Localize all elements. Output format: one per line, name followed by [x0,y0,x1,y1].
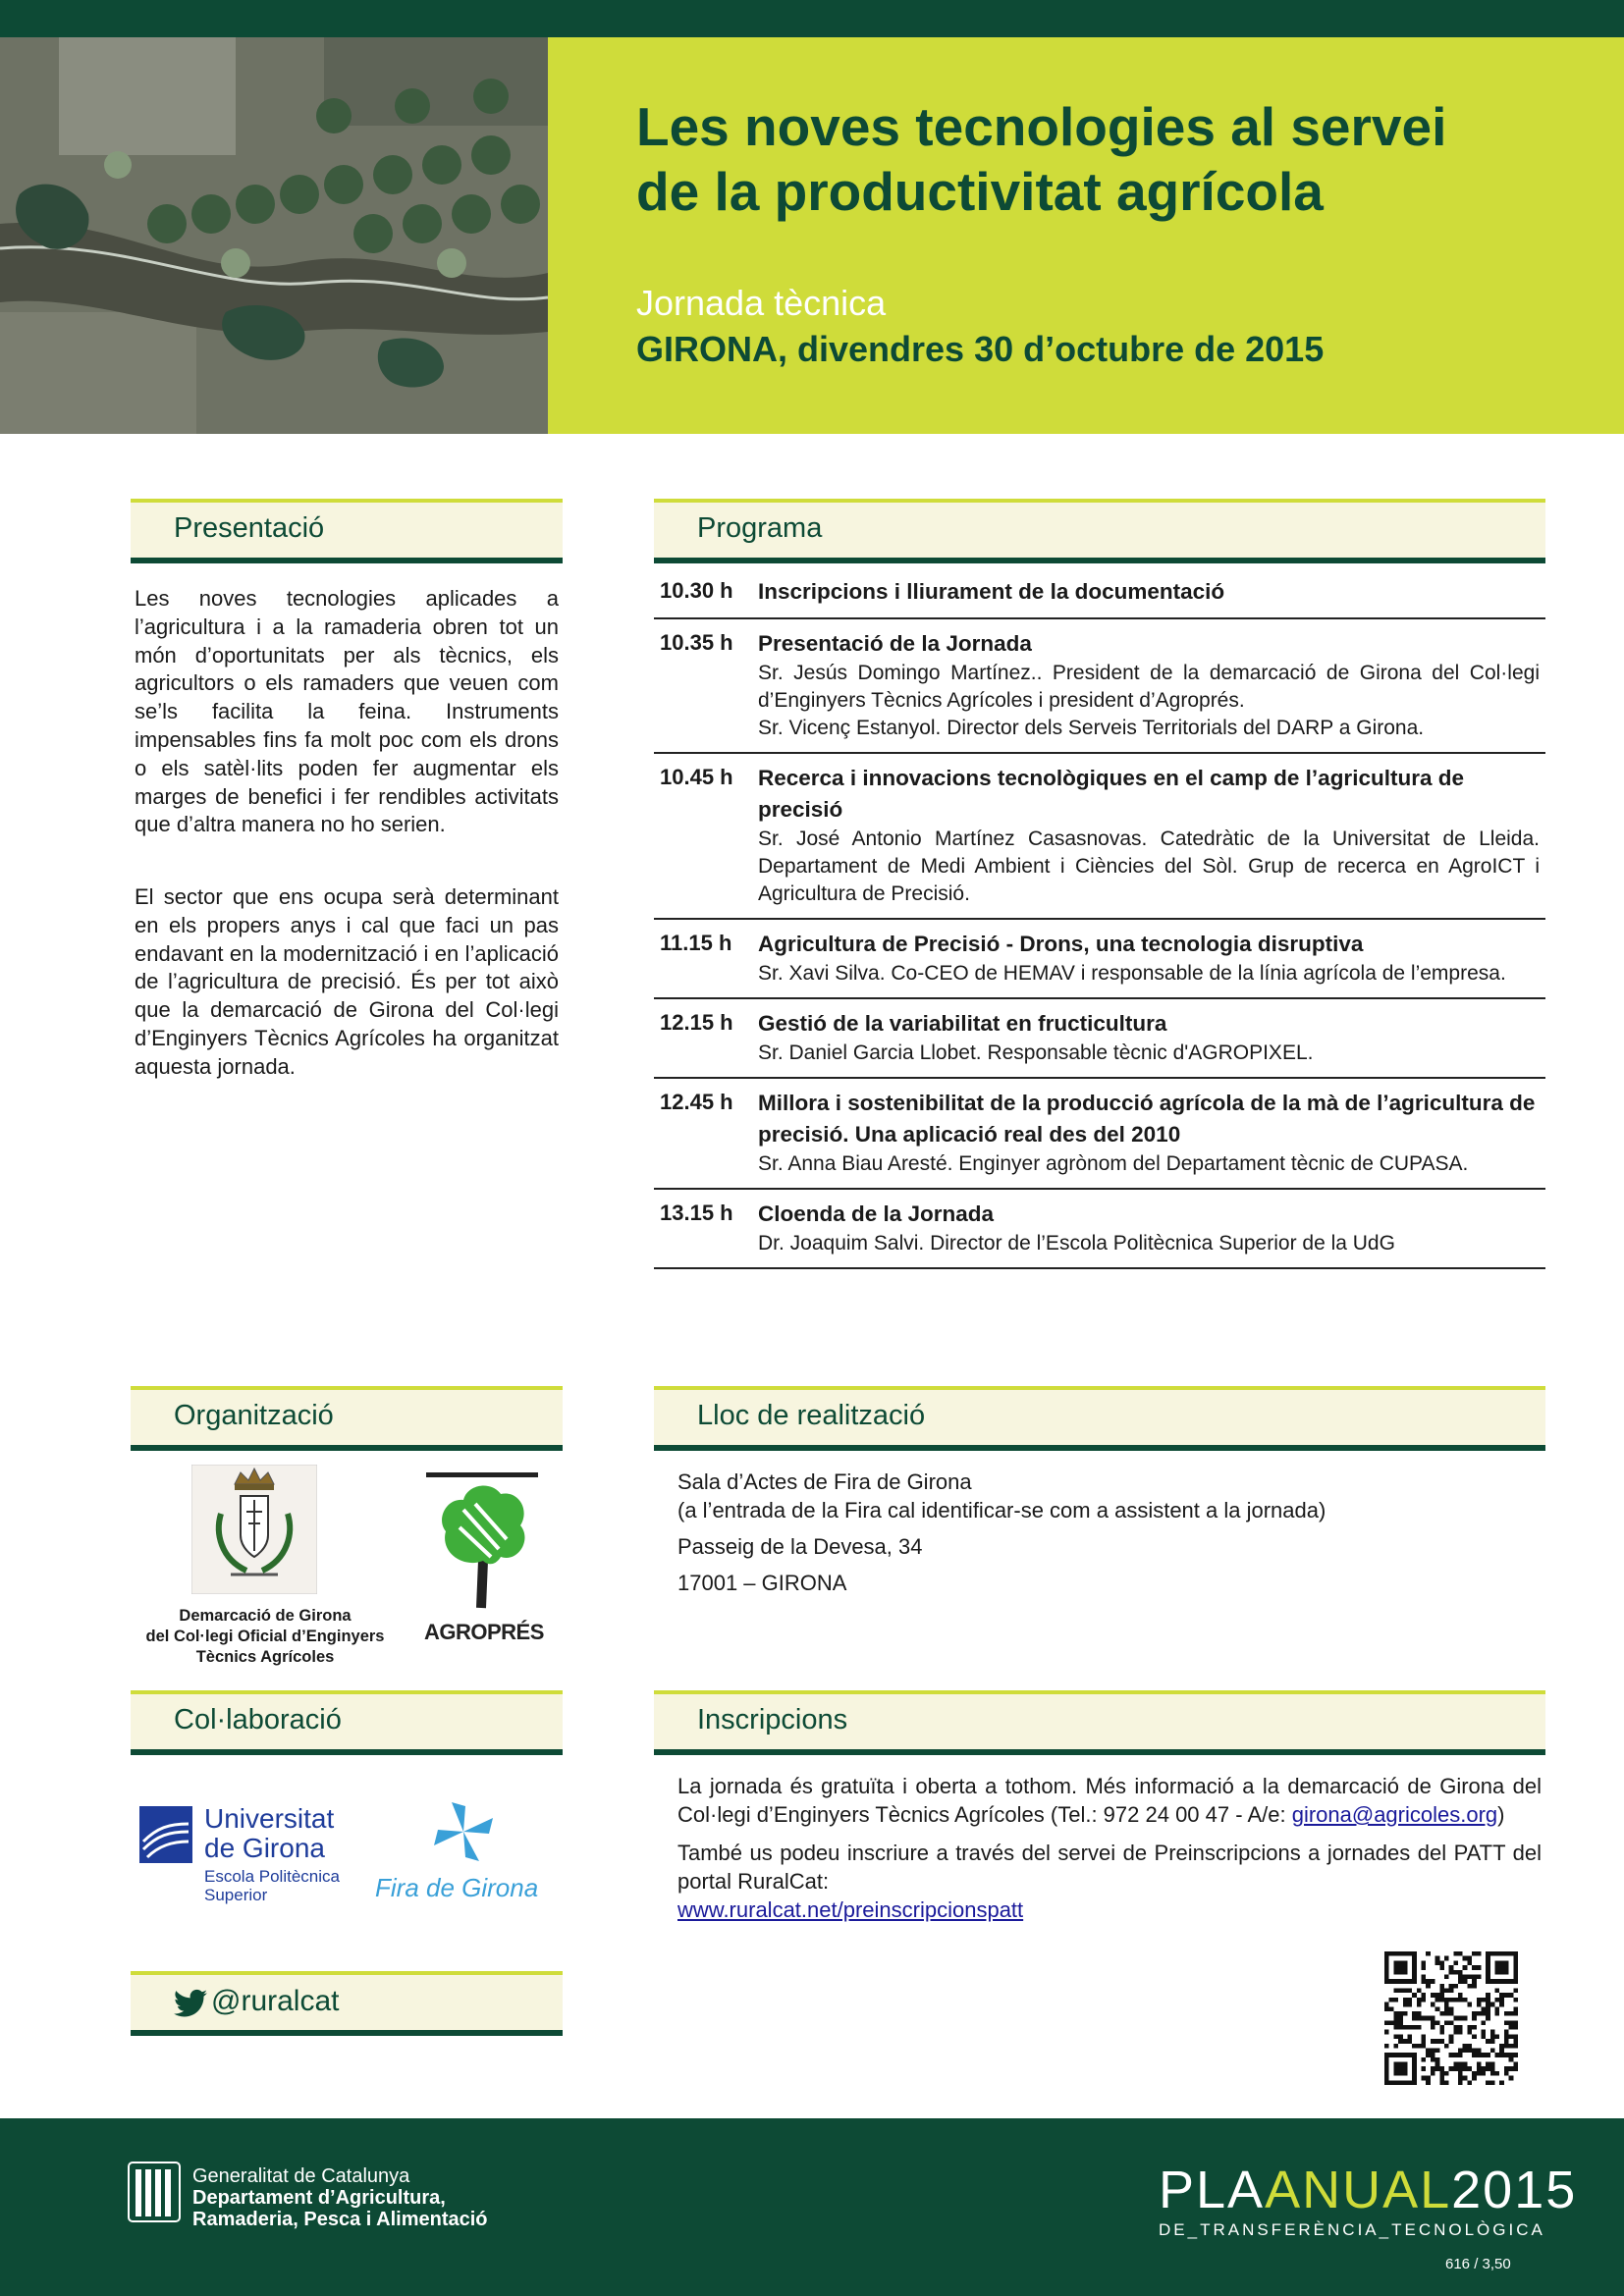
programa-speaker: Sr. Jesús Domingo Martínez.. President de la demarcació de Girona del Col·legi d’Enginyers Tècnics Agrícoles i president d’Agroprés. [758,662,1540,712]
email-link[interactable]: girona@agricoles.org [1291,1802,1498,1827]
programa-title: Millora i sostenibilitat de la producció agrícola de la mà de l’agricultura de precisió. Una aplicació real des del 2010 [758,1091,1536,1147]
programa-speaker: Sr. Vicenç Estanyol. Director dels Serveis Territorials del DARP a Girona. [758,717,1425,739]
event-date: GIRONA, divendres 30 d’octubre de 2015 [636,329,1325,369]
programa-row [654,1079,1545,1190]
programa-speaker: Sr. Xavi Silva. Co-CEO de HEMAV i responsable de la línia agrícola de l’empresa. [758,962,1506,985]
collaboracio-heading: Col·laboració [174,1704,342,1735]
programa-title: Gestió de la variabilitat en fructicultura [758,1011,1167,1036]
lloc-line2: (a l’entrada de la Fira cal identificar-se com a assistent a la jornada) [677,1498,1326,1522]
programa-time: 10.45 h [660,765,733,789]
title-line1: Les noves tecnologies al servei [636,96,1447,157]
programa-body [758,929,1545,988]
college-name [131,1606,400,1668]
agropres-text: AGROPRÉS [424,1620,544,1644]
inscripcions-text1-end: ) [1497,1802,1505,1827]
programa-time: 13.15 h [660,1201,733,1225]
programa-row [654,1190,1545,1269]
programa-list [654,567,1545,1269]
section-header-programa [654,499,1545,563]
programa-title: Presentació de la Jornada [758,631,1032,656]
programa-row [654,754,1545,920]
udg-line2: de Girona [204,1833,325,1863]
gen-line1: Generalitat de Catalunya [192,2165,410,2187]
programa-time: 11.15 h [660,931,732,955]
udg-line1: Universitat [204,1803,335,1834]
section-header-inscripcions [654,1690,1545,1755]
programa-speaker: Sr. Anna Biau Aresté. Enginyer agrònom del Departament tècnic de CUPASA. [758,1152,1469,1175]
programa-row [654,619,1545,754]
twitter-handle[interactable]: @ruralcat [211,1985,340,2017]
lloc-line4: 17001 – GIRONA [677,1571,847,1595]
twitter-bird-icon [174,1989,207,2018]
inscripcions-text [677,1772,1542,1924]
inscripcions-text2: També us podeu inscriure a través del servei de Preinscripcions a jornades del PATT del portal RuralCat: [677,1841,1542,1894]
pla-subtitle: DE_TRANSFERÈNCIA_TECNOLÒGICA [1159,2220,1545,2239]
lloc-heading: Lloc de realització [697,1400,926,1431]
generalitat-logo-icon [128,2162,181,2226]
college-line3: Tècnics Agrícoles [195,1648,335,1666]
generalitat-text [192,2165,488,2230]
document-code: 616 / 3,50 [1445,2256,1511,2272]
section-header-collaboracio [131,1690,563,1755]
pla-anual-logo [1159,2161,1578,2219]
programa-speaker: Dr. Joaquim Salvi. Director de l’Escola Politècnica Superior de la UdG [758,1232,1395,1255]
programa-body [758,628,1545,742]
programa-body [758,1088,1545,1178]
programa-title: Cloenda de la Jornada [758,1201,995,1226]
section-header-organitzacio [131,1386,563,1451]
inscripcions-text1: La jornada és gratuïta i oberta a tothom. Més informació a la demarcació de Girona del Col·legi d’Enginyers Tècnics Agrícoles (Tel.: 972 24 00 47 - A/e: [677,1774,1542,1827]
programa-speaker: Sr. José Antonio Martínez Casasnovas. Catedràtic de la Universitat de Lleida. Departament de Medi Ambient i Ciències del Sòl. Grup de recerca en AgroICT i Agricultura de Precisió. [758,828,1540,905]
lloc-line3: Passeig de la Devesa, 34 [677,1534,923,1559]
udg-line3: Escola Politècnica [204,1867,340,1886]
programa-title: Agricultura de Precisió - Drons, una tecnologia disruptiva [758,932,1364,956]
programa-title: Inscripcions i lliurament de la documentació [758,579,1225,604]
fira-girona-logo [373,1798,560,1906]
programa-time: 12.45 h [660,1090,733,1114]
college-line2: del Col·legi Oficial d’Enginyers [145,1628,385,1645]
programa-time: 10.30 h [660,578,733,603]
title-line2: de la productivitat agrícola [636,161,1324,222]
ruralcat-link[interactable]: www.ruralcat.net/preinscripcionspatt [677,1897,1024,1922]
college-line1: Demarcació de Girona [179,1607,352,1625]
udg-line4: Superior [204,1886,268,1904]
gen-line3: Ramaderia, Pesca i Alimentació [192,2209,488,2230]
agropres-logo [424,1470,544,1657]
programa-row [654,920,1545,999]
gen-line2: Departament d’Agricultura, [192,2187,446,2209]
programa-title: Recerca i innovacions tecnològiques en el camp de l’agricultura de precisió [758,766,1464,822]
programa-body [758,763,1545,908]
presentacio-paragraph-1: Les noves tecnologies aplicades a l’agricultura i a la ramaderia obren tot un món d’oportunitats per als tècnics, els agricultors o els ramaders que veuen com se’ls facilita la feina. Instruments impensables fins fa molt poc com els drons o els satèl·lits poden fer augmentar els marges de benefici i fer rendibles activitats que d’altra manera no ho serien. [135,586,559,837]
section-header-lloc [654,1386,1545,1451]
programa-body [758,576,1545,608]
programa-body [758,1199,1545,1257]
programa-row [654,999,1545,1079]
page-title [636,94,1618,224]
fira-text: Fira de Girona [375,1873,539,1902]
top-bar [0,0,1624,37]
qr-code[interactable] [1384,1951,1518,2085]
programa-row [654,567,1545,619]
udg-logo [139,1804,355,1912]
programa-heading: Programa [697,512,823,544]
footer [0,2118,1624,2296]
pla-year: 2015 [1451,2161,1578,2219]
lloc-details [677,1468,1542,1605]
college-logo [191,1465,317,1594]
section-header-presentacio [131,499,563,563]
programa-body [758,1008,1545,1067]
pla-word: PLA [1159,2161,1266,2219]
lloc-line1: Sala d’Actes de Fira de Girona [677,1469,972,1494]
satellite-image [0,37,548,434]
presentacio-paragraph-2: El sector que ens ocupa serà determinant en els propers anys i cal que faci un pas endavant en la modernització i en l’aplicació de l’agricultura de precisió. És per tot això que la demarcació de Girona del Col·legi d’Enginyers Tècnics Agrícoles ha organitzat aquesta jornada. [135,884,559,1079]
anual-word: ANUAL [1265,2161,1452,2219]
programa-time: 12.15 h [660,1010,733,1035]
programa-time: 10.35 h [660,630,733,655]
organitzacio-heading: Organització [174,1400,334,1431]
programa-speaker: Sr. Daniel Garcia Llobet. Responsable tècnic d'AGROPIXEL. [758,1041,1314,1064]
inscripcions-heading: Inscripcions [697,1704,848,1735]
section-header-twitter [131,1971,563,2036]
hero-banner [548,37,1624,434]
event-type: Jornada tècnica [636,283,887,323]
presentacio-heading: Presentació [174,512,325,544]
